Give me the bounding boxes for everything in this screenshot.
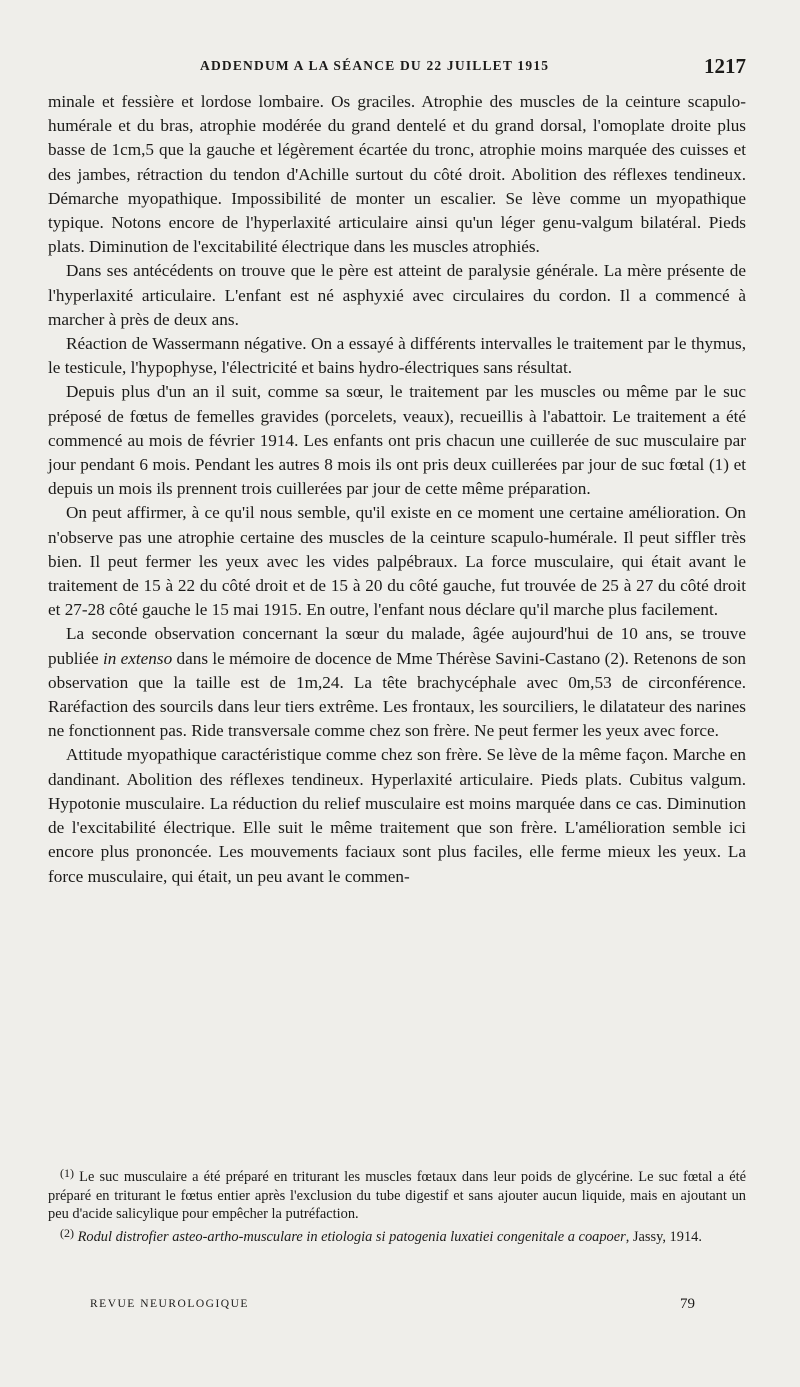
paragraph-5: On peut affirmer, à ce qu'il nous semble, qu'il existe en ce moment une certaine amélioration. On n'observe pas une atrophie certaine des muscles de la ceinture scapulo-humérale. Il peut siffler très bien. Il peut fermer les yeux avec les vides palpébraux. La force musculaire, qui était avant le traitement de 15 à 22 du côté droit et de 15 à 20 du côté gauche, fut trouvée de 25 à 27 du côté droit et 27-28 côté gauche le 15 mai 1915. En outre, l'enfant nous déclare qu'il marche plus facilement. — [48, 503, 746, 620]
footnote-1-text: Le suc musculaire a été préparé en triturant les muscles fœtaux dans leur poids de glycérine. Le suc fœtal a été préparé en triturant le fœtus entier après l'exclusion du tube digestif et sans ajouter aucun liquide, mais en ajoutant un peu d'acide salicylique pour empêcher la putréfaction. — [48, 1169, 746, 1223]
paragraph-2: Dans ses antécédents on trouve que le père est atteint de paralysie générale. La mère présente de l'hyperlaxité articulaire. L'enfant est né asphyxié avec circulaires du cordon. Il a commencé à marcher à près de deux ans. — [48, 261, 746, 329]
page-footer — [0, 1296, 800, 1320]
footnote-1 — [48, 1164, 746, 1224]
body-text — [48, 90, 746, 889]
running-header — [0, 56, 800, 84]
in-extenso-italic: in extenso — [102, 648, 173, 668]
paragraph-3: Réaction de Wassermann négative. On a essayé à différents intervalles le traitement par le thymus, le testicule, l'hypophyse, l'électricité et bains hydro-électriques sans résultat. — [48, 334, 746, 378]
paragraph-4 — [48, 380, 746, 501]
signature-number: 79 — [680, 1296, 695, 1312]
page-number: 1217 — [704, 54, 746, 78]
paragraph-6 — [48, 622, 746, 743]
footnote-ref-2: (2) — [604, 648, 625, 668]
footnote-2-marker: (2) — [60, 1226, 74, 1241]
paragraph-4-text: Depuis plus d'un an il suit, comme sa sœur, le traitement par les muscles ou même par le suc préposé de fœtus de femelles gravides (porcelets, veaux), recueillis à l'abattoir. Le traitement a été commencé au mois de février 1914. Les enfants ont pris chacun une cuillerée de suc musculaire par jour pendant 6 mois. Pendant les autres 8 mois ils ont pris deux cuillerées par jour de suc fœtal — [48, 382, 746, 475]
paragraph-1: minale et fessière et lordose lombaire. Os graciles. Atrophie des muscles de la ceinture scapulo-humérale et du bras, atrophie modérée du grand dentelé et du grand dorsal, l'omoplate droite plus basse de 1cm,5 que la gauche et légèrement écartée du tronc, atrophie moins marquée des cuisses et des jambes, rétraction du tendon d'Achille surtout du côté droit. Abolition des réflexes tendineux. Démarche myopathique. Impossibilité de monter un escalier. Se lève comme un myopathique typique. Notons encore de l'hyperlaxité articulaire ainsi qu'un léger genu-valgum bilatéral. Pieds plats. Diminution de l'excitabilité électrique dans les muscles atrophiés. — [48, 92, 746, 257]
paragraph-6-middle: dans le mémoire de docence de Mme Thérèse Savini-Castano — [172, 648, 605, 668]
paragraph-4-tail: et depuis un mois ils prennent trois cuillerées par jour de cette même préparation. — [48, 455, 747, 499]
footnote-1-marker: (1) — [60, 1166, 74, 1180]
footnote-ref-1: (1) — [708, 455, 729, 475]
footnote-2 — [48, 1224, 746, 1247]
journal-name: REVUE NEUROLOGIQUE — [90, 1298, 249, 1310]
footnote-2-tail: , Jassy, 1914. — [625, 1229, 702, 1246]
footnote-2-title: Rodul distrofier asteo-artho-musculare in etiologia si patogenia luxatiei congenitale a coapoer — [77, 1229, 626, 1246]
paragraph-7: Attitude myopathique caractéristique comme chez son frère. Se lève de la même façon. Marche en dandinant. Abolition des réflexes tendineux. Hyperlaxité articulaire. Pieds plats. Cubitus valgum. Hypotonie musculaire. La réduction du relief musculaire est moins marquée dans ce cas. Diminution de l'excitabilité électrique. Elle suit le même traitement que son frère. L'amélioration semble ici encore plus prononcée. Les mouvements faciaux sont plus faciles, elle ferme mieux les yeux. La force musculaire, qui était, un peu avant le commen- — [48, 745, 746, 886]
running-title: ADDENDUM A LA SÉANCE DU 22 JUILLET 1915 — [200, 58, 550, 73]
footnotes — [48, 1164, 746, 1247]
paragraph-6-text: La seconde observation concernant la sœur du malade, âgée aujourd'hui de 10 ans, se trouve publiée — [48, 624, 746, 668]
paragraph-6-tail: . Retenons de son observation que la taille est de 1m,24. La tête brachycéphale avec 0m,53 de circonférence. Raréfaction des sourcils dans leur tiers extrême. Les frontaux, les sourciliers, le dilatateur des narines ne fonctionnent pas. Ride transversale comme chez son frère. Ne peut fermer les yeux avec force. — [48, 648, 747, 741]
